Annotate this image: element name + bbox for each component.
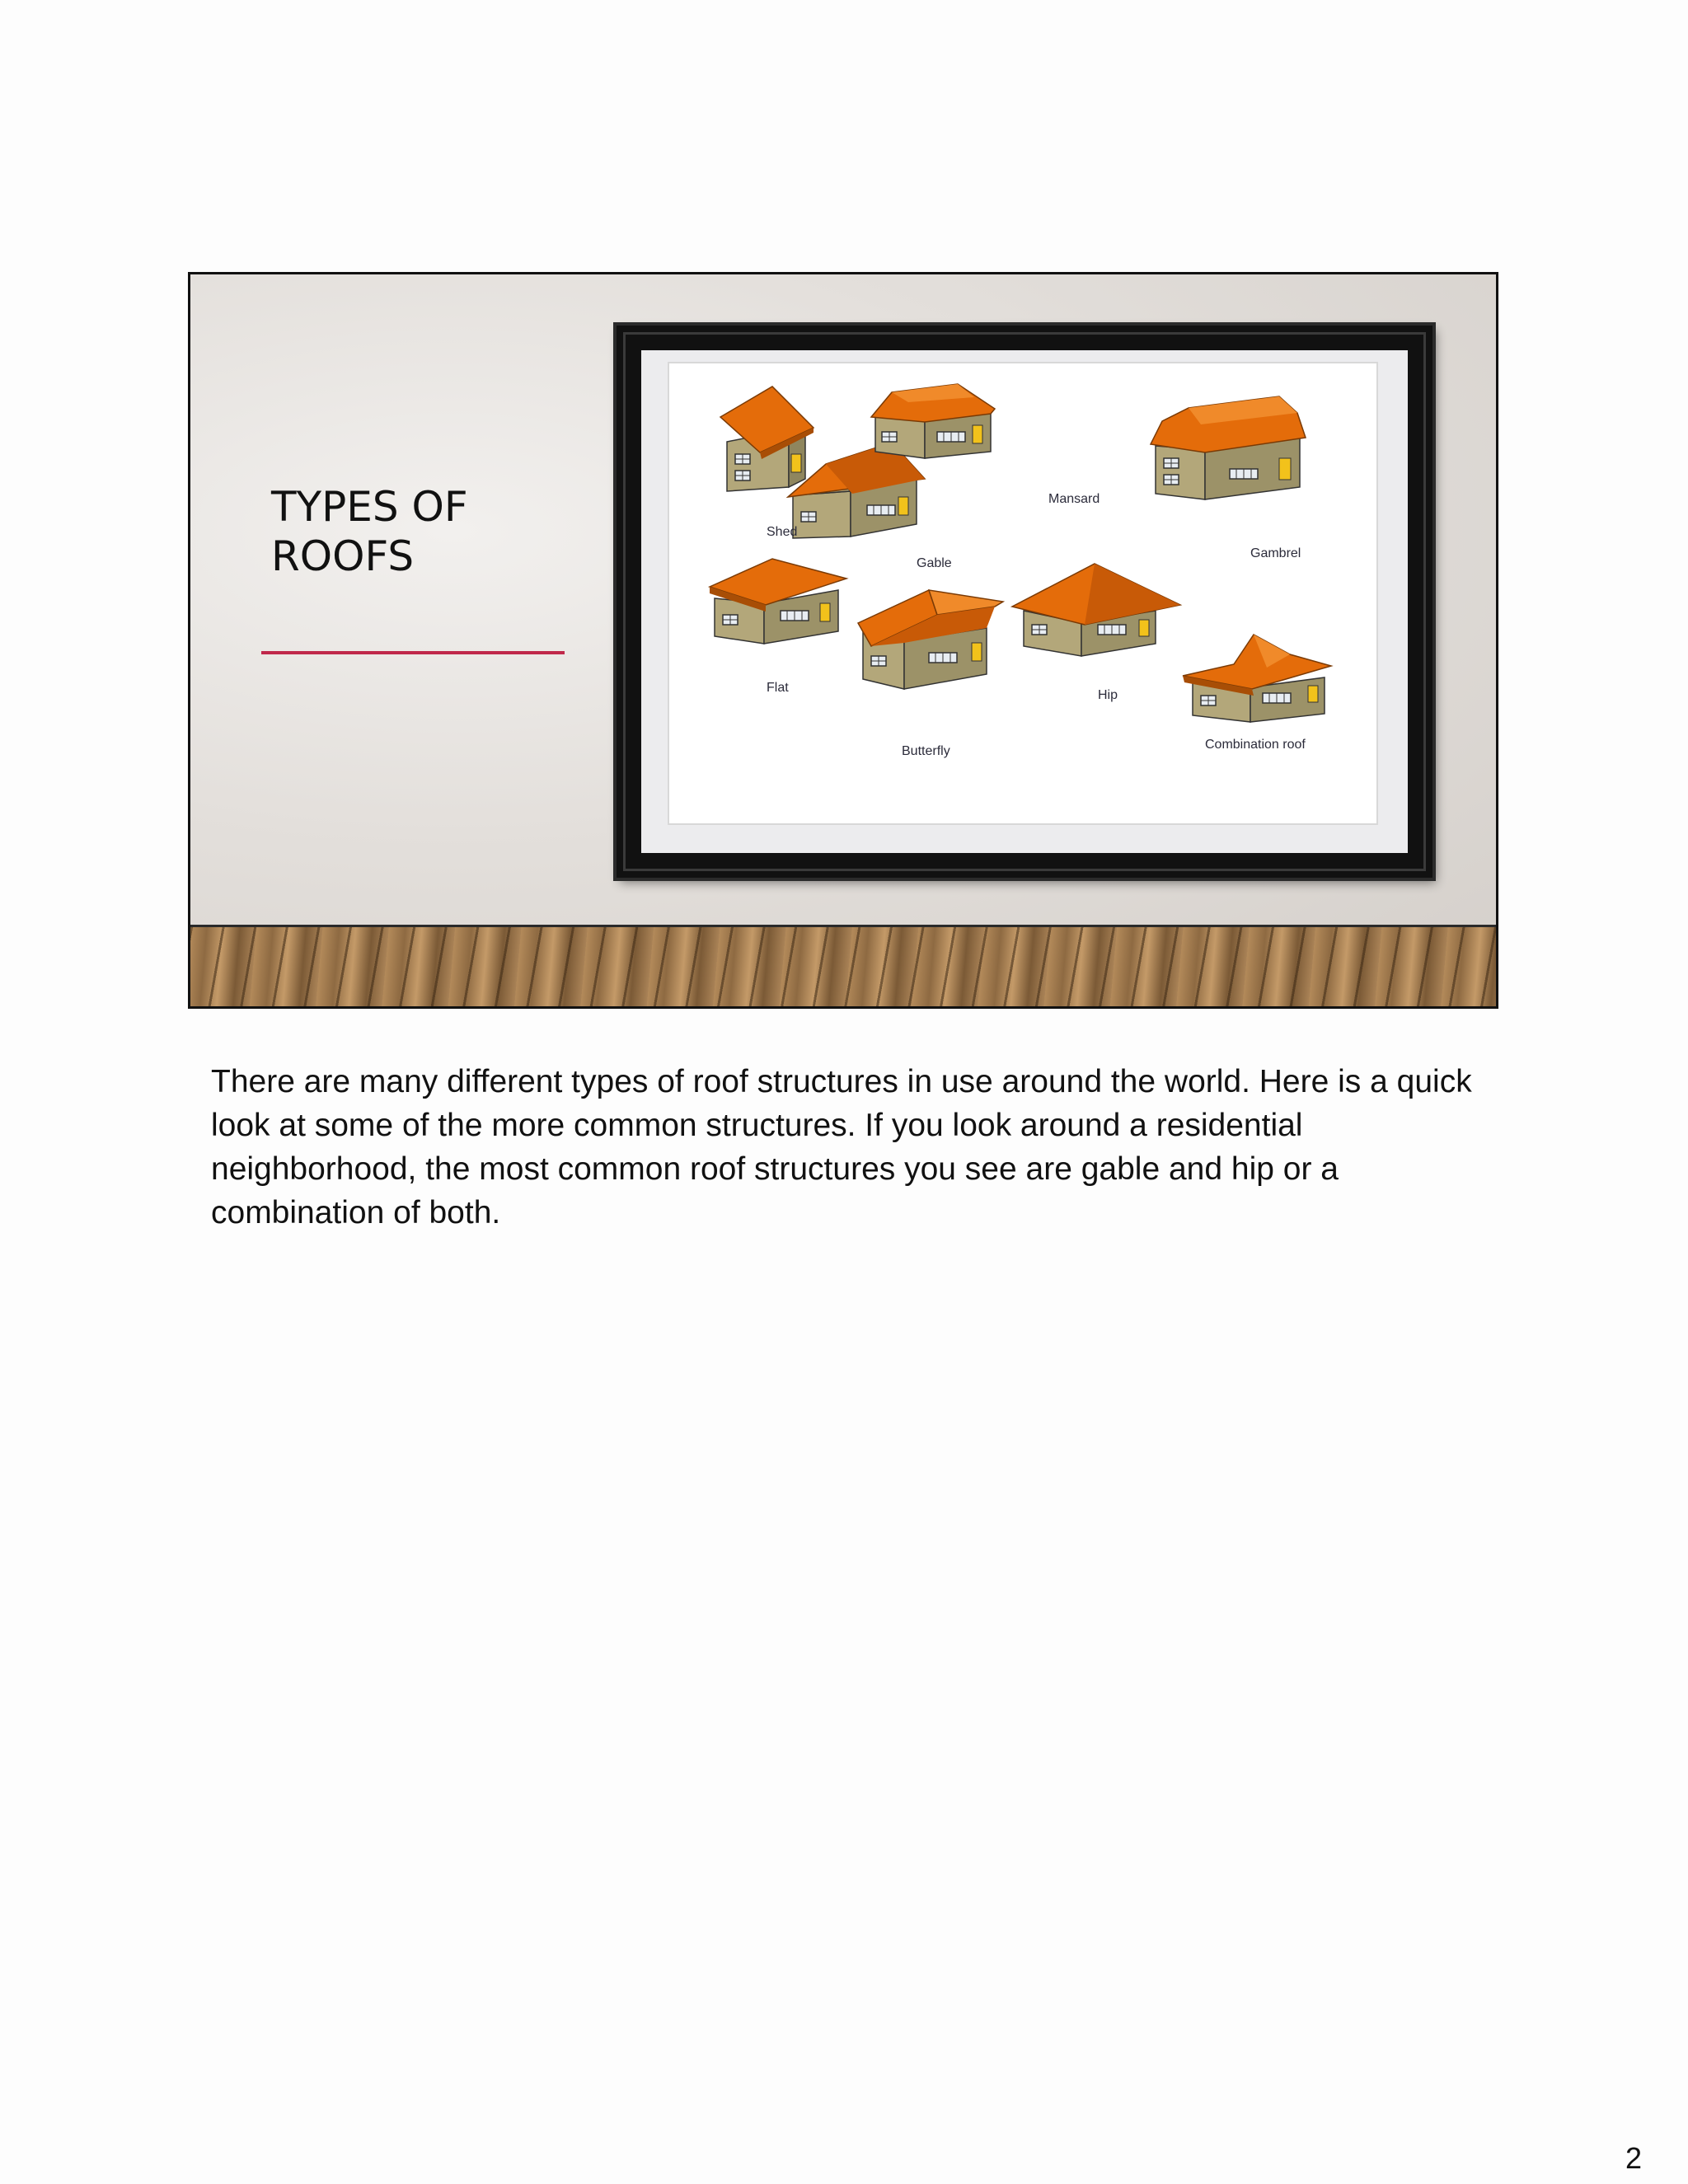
gable-house [788, 443, 925, 538]
roof-label-gable: Gable [917, 556, 952, 570]
roof-label-hip: Hip [1098, 688, 1118, 702]
flat-house [710, 559, 846, 644]
title-underline [261, 651, 565, 654]
houses-drawing [669, 363, 1376, 823]
mansard-house [871, 384, 995, 458]
page-number: 2 [1625, 2141, 1642, 2175]
slide-title: TYPES OF ROOFS [271, 483, 468, 580]
roof-label-flat: Flat [767, 681, 789, 695]
roof-types-illustration [668, 362, 1378, 825]
slide [188, 272, 1498, 1009]
combination-house [1183, 635, 1331, 722]
roof-label-combination: Combination roof [1205, 738, 1306, 752]
picture-frame [617, 326, 1432, 878]
roof-label-shed: Shed [767, 525, 798, 539]
picture-mat [641, 350, 1408, 853]
roof-label-gambrel: Gambrel [1250, 546, 1301, 560]
gambrel-house [1151, 396, 1306, 499]
hip-house [1012, 564, 1180, 656]
wood-floor [190, 925, 1496, 1006]
butterfly-house [858, 590, 1003, 689]
slide-notes: There are many different types of roof structures in use around the world. Here is a quick look at some of the more common structures. If you look around a residential neighborhood, the most common roof structures you see are gable and hip or a combination of both. [211, 1064, 1472, 1230]
roof-label-mansard: Mansard [1048, 492, 1100, 506]
shed-house [720, 387, 814, 491]
roof-label-butterfly: Butterfly [902, 744, 950, 758]
